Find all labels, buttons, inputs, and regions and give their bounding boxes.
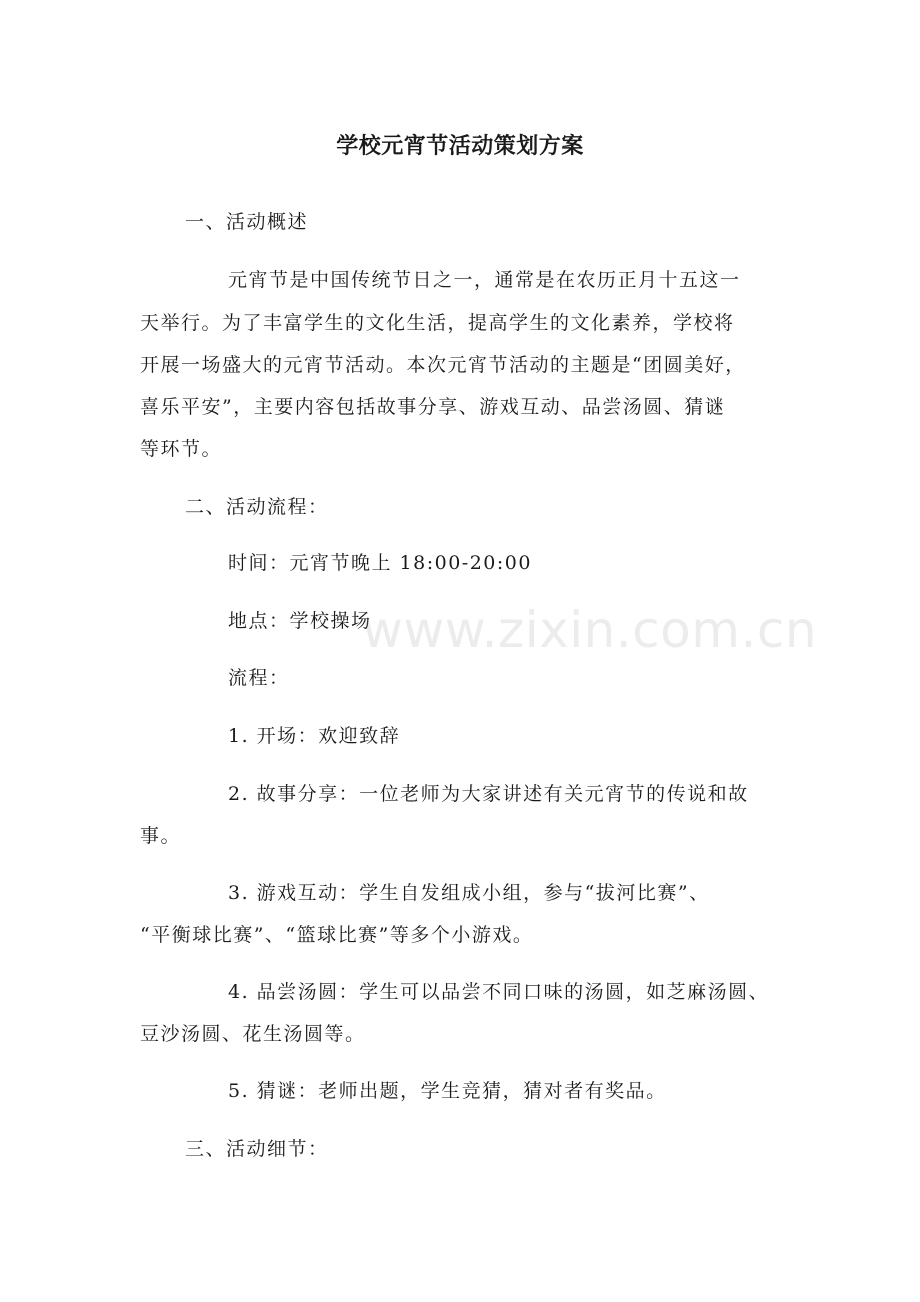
event-place: 地点：学校操场 — [228, 610, 372, 632]
overview-paragraph-line: 喜乐平安”，主要内容包括故事分享、游戏互动、品尝汤圆、猜谜 — [140, 396, 726, 418]
section-heading-details: 三、活动细节： — [185, 1138, 329, 1160]
process-step-2-continued: 事。 — [140, 825, 182, 847]
process-step-3: 3. 游戏互动：学生自发组成小组，参与“拔河比赛”、 — [228, 882, 710, 904]
overview-paragraph-line: 天举行。为了丰富学生的文化生活，提高学生的文化素养，学校将 — [140, 312, 735, 334]
process-step-1: 1. 开场：欢迎致辞 — [228, 725, 401, 747]
process-step-2: 2. 故事分享：一位老师为大家讲述有关元宵节的传说和故 — [228, 783, 749, 805]
overview-paragraph-line: 等环节。 — [140, 438, 223, 460]
overview-paragraph-line: 元宵节是中国传统节日之一，通常是在农历正月十五这一 — [228, 269, 741, 291]
event-time: 时间：元宵节晚上 18:00-20:00 — [228, 552, 532, 574]
process-step-4-continued: 豆沙汤圆、花生汤圆等。 — [140, 1023, 366, 1045]
process-step-5: 5. 猜谜：老师出题，学生竞猜，猜对者有奖品。 — [228, 1080, 667, 1102]
watermark: www.zixin.com.cn — [362, 601, 818, 659]
process-step-4: 4. 品尝汤圆：学生可以品尝不同口味的汤圆，如芝麻汤圆、 — [228, 981, 770, 1003]
overview-paragraph-line: 开展一场盛大的元宵节活动。本次元宵节活动的主题是“团圆美好， — [140, 354, 746, 376]
section-heading-process: 二、活动流程： — [185, 496, 329, 518]
document-title: 学校元宵节活动策划方案 — [336, 134, 584, 159]
process-label: 流程： — [228, 667, 290, 689]
process-step-3-continued: “平衡球比赛”、“篮球比赛”等多个小游戏。 — [140, 924, 534, 946]
section-heading-overview: 一、活动概述 — [185, 211, 309, 233]
